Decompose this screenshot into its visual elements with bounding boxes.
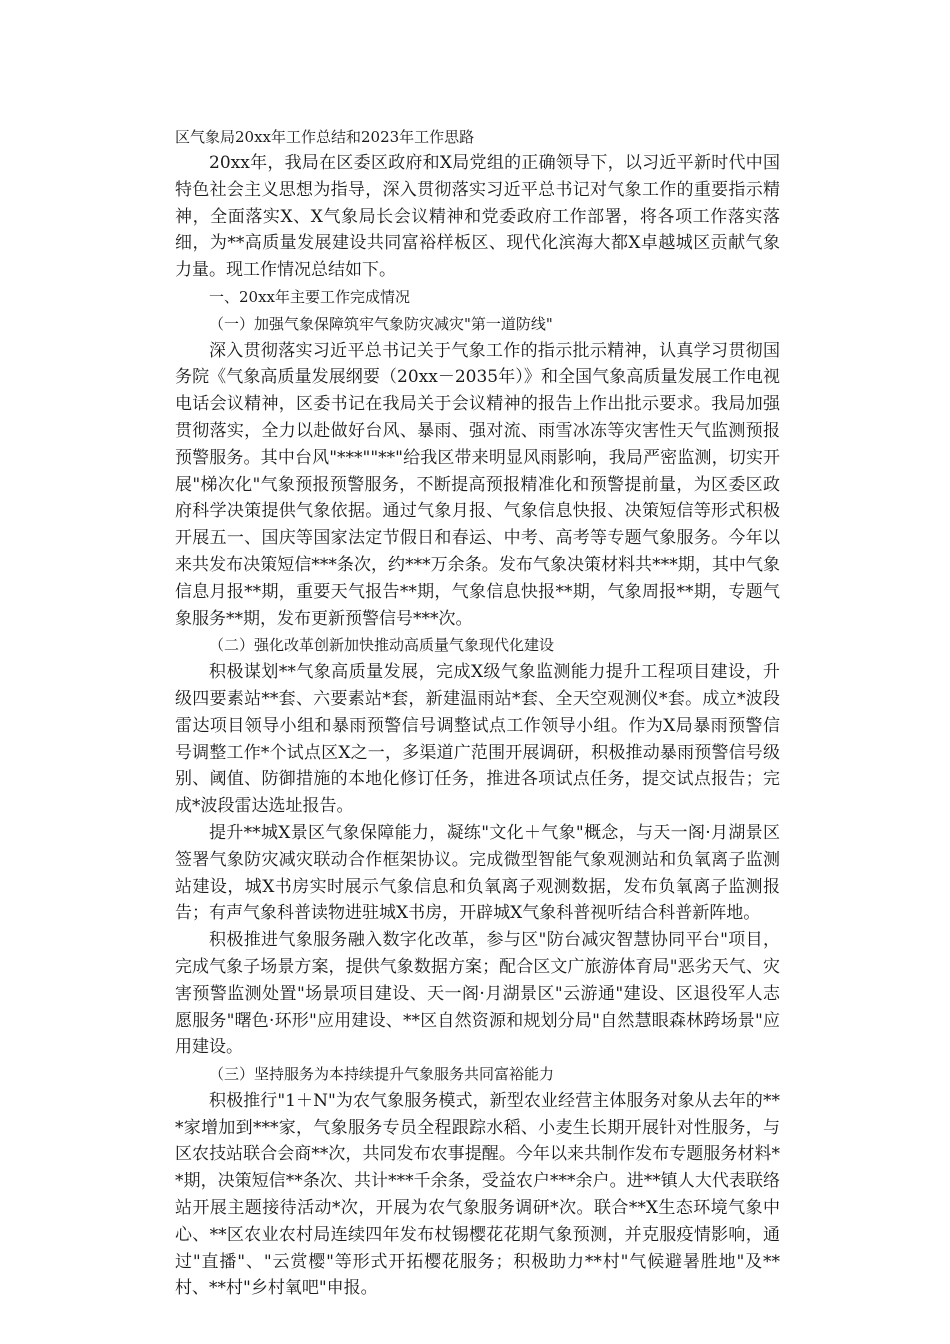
document-page: [175, 125, 780, 1302]
subsection-2-paragraph-2: 提升**城X景区气象保障能力，凝练"文化＋气象"概念，与天一阁·月湖景区签署气象防灾减灾联动合作框架协议。完成微型智能气象观测站和负氧离子监测站建设，城X书房实时展示气象信息和负氧离子观测数据，发布负氧离子监测报告；有声气象科普读物进驻城X书房，开辟城X气象科普视听结合科普新阵地。: [175, 822, 780, 924]
intro-paragraph: 20xx年，我局在区委区政府和X局党组的正确领导下，以习近平新时代中国特色社会主义思想为指导，深入贯彻落实习近平总书记对气象工作的重要指示精神，全面落实X、X气象局长会议精神和党委政府工作部署，将各项工作落实落细，为**高质量发展建设共同富裕样板区、现代化滨海大都X卓越城区贡献气象力量。现工作情况总结如下。: [175, 153, 780, 281]
subsection-heading-2: （二）强化改革创新加快推动高质量气象现代化建设: [209, 636, 555, 655]
document-title: 区气象局20xx年工作总结和2023年工作思路: [175, 128, 475, 146]
subsection-3-paragraph-1: 积极推行"1＋N"为农气象服务模式，新型农业经营主体服务对象从去年的***家增加到***家，气象服务专员全程跟踪水稻、小麦生长期开展针对性服务，与区农技站联合会商**次，共同发布农事提醒。今年以来共制作发布专题服务材料**期，决策短信**条次、共计***千余条，受益农户***余户。进**镇人大代表联络站开展主题接待活动*次，开展为农气象服务调研*次。联合**X生态环境气象中心、**区农业农村局连续四年发布杖锡樱花花期气象预测，并克服疫情影响，通过"直播"、"云赏樱"等形式开拓樱花服务；积极助力**村"气候避暑胜地"及**村、**村"乡村氧吧"申报。: [175, 1090, 780, 1299]
subsection-2-paragraph-3: 积极推进气象服务融入数字化改革，参与区"防台减灾智慧协同平台"项目，完成气象子场景方案，提供气象数据方案；配合区文广旅游体育局"恶劣天气、灾害预警监测处置"场景项目建设、天一阁·月湖景区"云游通"建设、区退役军人志愿服务"曙色·环形"应用建设、**区自然资源和规划分局"自然慧眼森林跨场景"应用建设。: [175, 930, 780, 1058]
subsection-heading-3: （三）坚持服务为本持续提升气象服务共同富裕能力: [209, 1065, 555, 1084]
subsection-1-paragraph-1: 深入贯彻落实习近平总书记关于气象工作的指示批示精神，认真学习贯彻国务院《气象高质量发展纲要（20xx－2035年）》和全国气象高质量发展工作电视电话会议精神，区委书记在我局关于会议精神的报告上作出批示要求。我局加强贯彻落实，全力以赴做好台风、暴雨、强对流、雨雪冰冻等灾害性天气监测预报预警服务。其中台风"***""**"给我区带来明显风雨影响，我局严密监测，切实开展"梯次化"气象预报预警服务，不断提高预报精准化和预警提前量，为区委区政府科学决策提供气象依据。通过气象月报、气象信息快报、决策短信等形式积极开展五一、国庆等国家法定节假日和春运、中考、高考等专题气象服务。今年以来共发布决策短信***条次，约***万余条。发布气象决策材料共***期，其中气象信息月报**期，重要天气报告**期，气象信息快报**期，气象周报**期，专题气象服务**期，发布更新预警信号***次。: [175, 340, 780, 629]
section-heading-1: 一、20xx年主要工作完成情况: [209, 287, 411, 306]
subsection-heading-1: （一）加强气象保障筑牢气象防灾减灾"第一道防线": [209, 314, 553, 333]
subsection-2-paragraph-1: 积极谋划**气象高质量发展，完成X级气象监测能力提升工程项目建设，升级四要素站**套、六要素站*套，新建温雨站*套、全天空观测仪*套。成立*波段雷达项目领导小组和暴雨预警信号调整试点工作领导小组。作为X局暴雨预警信号调整工作*个试点区X之一，多渠道广范围开展调研，积极推动暴雨预警信号级别、阈值、防御措施的本地化修订任务，推进各项试点任务，提交试点报告；完成*波段雷达选址报告。: [175, 662, 780, 817]
